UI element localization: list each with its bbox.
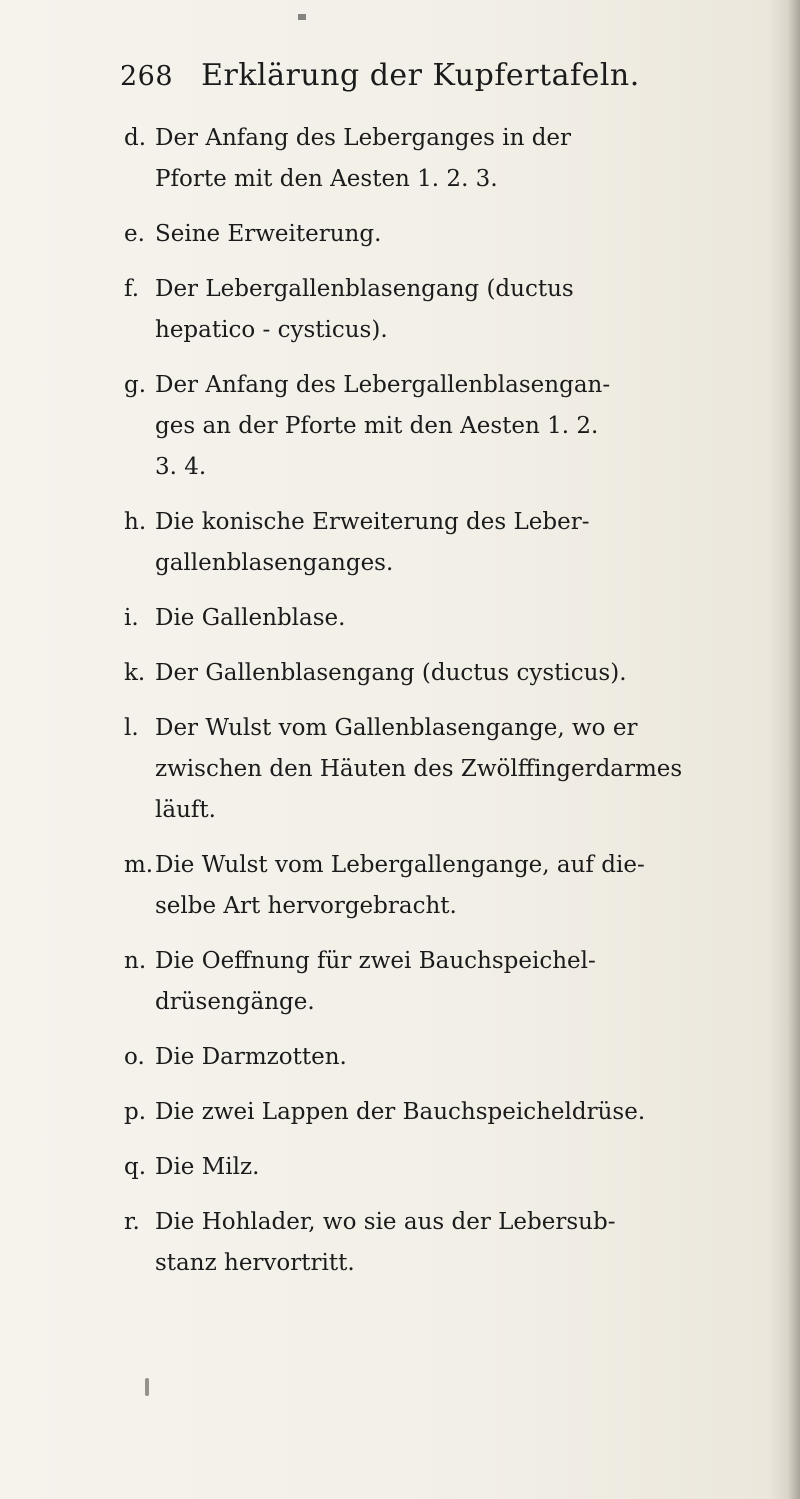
legend-entry-k [124,653,764,694]
entry-text-cont: Pforte mit den Aesten 1. 2. 3. [155,166,498,192]
legend-entry-r [124,1202,764,1284]
entry-text-cont: drüsengänge. [155,989,315,1015]
legend-entry-q [124,1147,764,1188]
ink-smudge [298,14,306,20]
entry-letter: h. [124,509,147,535]
entry-letter: i. [124,605,139,631]
page-header [120,58,640,93]
entry-letter: g. [124,372,147,398]
entry-text: Der Lebergallenblasengang (ductus [155,276,574,302]
entry-text: Der Anfang des Lebergallenblasengan- [155,372,611,398]
entry-letter: m. [124,852,154,878]
entry-text: Die Wulst vom Lebergallengange, auf die- [155,852,645,878]
entry-text: Der Gallenblasengang (ductus cysticus). [155,660,627,686]
legend-entry-l [124,708,764,831]
entry-text-cont: 3. 4. [155,454,207,480]
entry-text: Die zwei Lappen der Bauchspeicheldrüse. [155,1099,646,1125]
entry-letter: f. [124,276,140,302]
entry-letter: r. [124,1209,140,1235]
entry-text: Die Milz. [155,1154,260,1180]
entry-letter: d. [124,125,147,151]
entry-text-cont: stanz hervortritt. [155,1250,355,1276]
entry-text: Der Wulst vom Gallenblasengange, wo er [155,715,638,741]
entry-text: Die konische Erweiterung des Leber- [155,509,590,535]
page-title: Erklärung der Kupfertafeln. [201,58,640,93]
legend-entry-o [124,1037,764,1078]
legend-list [124,118,764,1298]
page-number: 268 [120,61,174,92]
entry-text-cont: ges an der Pforte mit den Aesten 1. 2. [155,413,599,439]
entry-letter: o. [124,1044,145,1070]
entry-text-cont: zwischen den Häuten des Zwölffingerdarmes [155,756,683,782]
legend-entry-h [124,502,764,584]
entry-text: Die Oeffnung für zwei Bauchspeichel- [155,948,596,974]
legend-entry-f [124,269,764,351]
legend-entry-d [124,118,764,200]
entry-text: Die Hohlader, wo sie aus der Lebersub- [155,1209,616,1235]
entry-letter: p. [124,1099,147,1125]
entry-text: Die Darmzotten. [155,1044,347,1070]
entry-text: Seine Erweiterung. [155,221,382,247]
legend-entry-g [124,365,764,488]
entry-text-cont: selbe Art hervorgebracht. [155,893,457,919]
legend-entry-n [124,941,764,1023]
entry-text-cont: läuft. [155,797,216,823]
page-edge [788,0,800,1499]
entry-text-cont: gallenblasenganges. [155,550,394,576]
legend-entry-p [124,1092,764,1133]
entry-text: Die Gallenblase. [155,605,346,631]
legend-entry-e [124,214,764,255]
entry-letter: q. [124,1154,147,1180]
ink-mark [145,1378,149,1396]
entry-text-cont: hepatico - cysticus). [155,317,388,343]
entry-letter: l. [124,715,139,741]
entry-text: Der Anfang des Lebergangеs in der [155,125,572,151]
legend-entry-m [124,845,764,927]
legend-entry-i [124,598,764,639]
entry-letter: k. [124,660,146,686]
entry-letter: n. [124,948,147,974]
entry-letter: e. [124,221,145,247]
